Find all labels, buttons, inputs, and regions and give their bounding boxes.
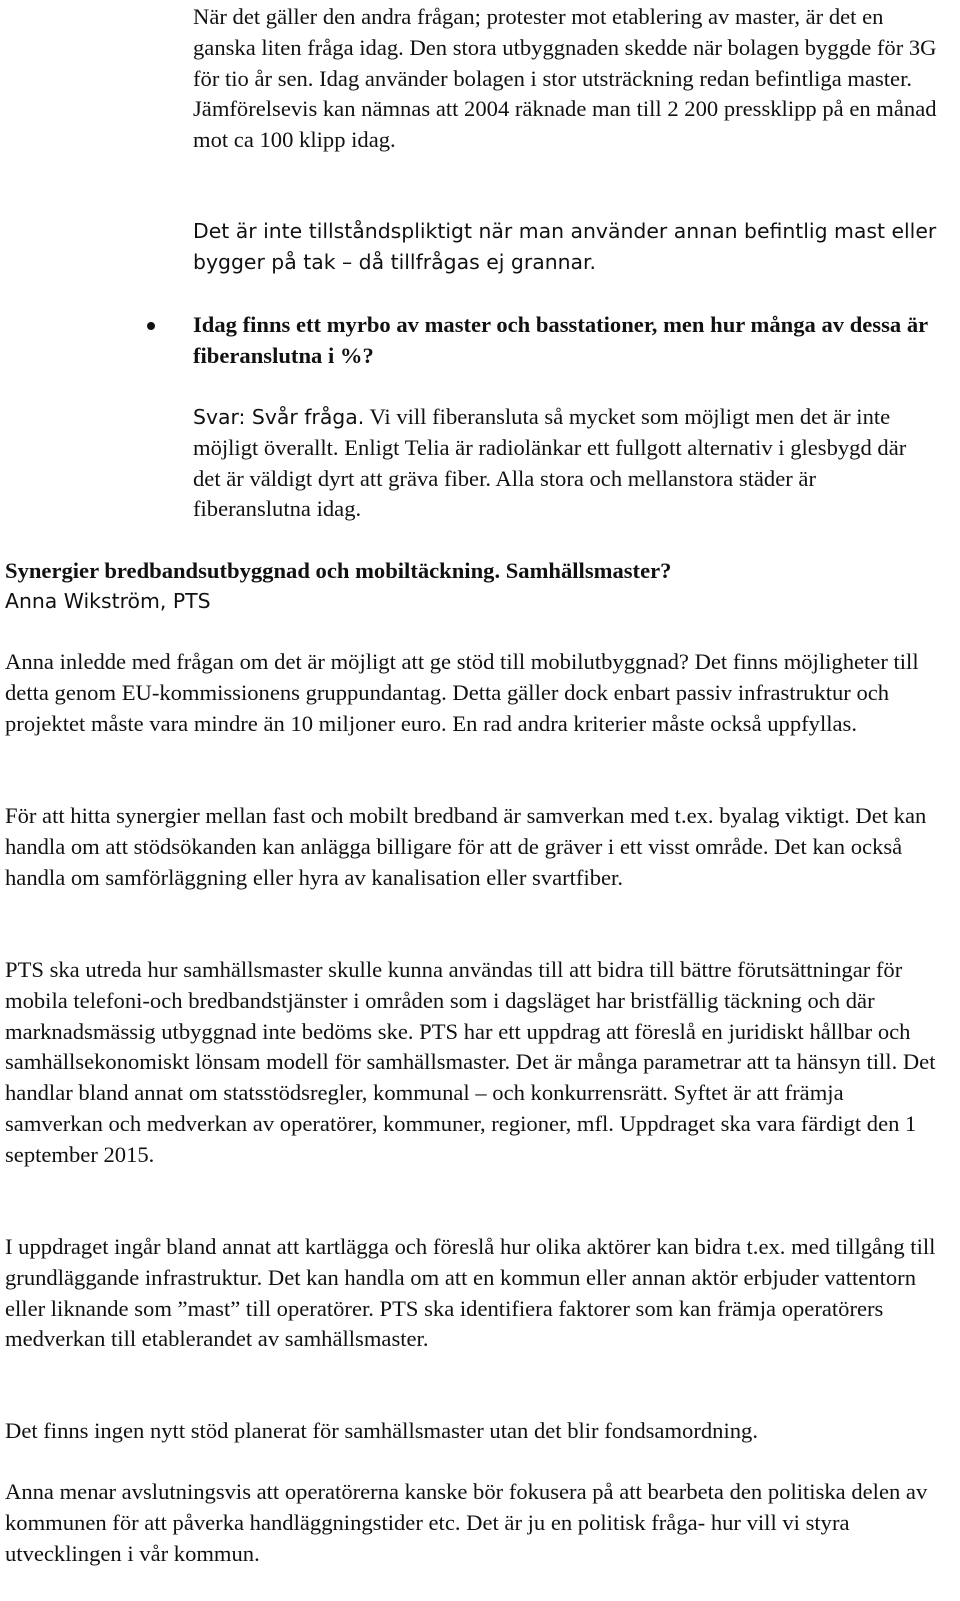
intro-paragraph-1: När det gäller den andra frågan; protester mot etablering av master, är det en ganska liten fråga idag. Den stora utbyggnaden skedde när bolagen byggde för 3G för tio år sen. Idag använder bolagen i stor utsträckning redan befintliga master. Jämförelsevis kan nämnas att 2004 räknade man till 2 200 pressklipp på en månad mot ca 100 klipp idag.: [193, 4, 937, 153]
bullet-point-icon: [147, 322, 155, 330]
body-paragraph-3: PTS ska utreda hur samhällsmaster skulle kunna användas till att bidra till bättre förutsättningar för mobila telefoni-och bredbandstjänster i områden som i dagsläget har bristfällig täckning och där marknadsmässig utbyggnad inte bedöms ske. PTS har ett uppdrag att föreslå en juridiskt hållbar och samhällsekonomiskt lönsam modell för samhällsmaster. Det är många parametrar att ta hänsyn till. Det handlar bland annat om statsstödsregler, kommunal – och konkurrensrätt. Syftet är att främja samverkan och medverkan av operatörer, kommuner, regioner, mfl. Uppdraget ska vara färdigt den 1 september 2015.: [5, 957, 936, 1167]
intro-paragraph-2: Det är inte tillståndspliktigt när man använder annan befintlig mast eller bygger på tak – då tillfrågas ej grannar.: [193, 219, 937, 274]
body-paragraph-1: Anna inledde med frågan om det är möjligt att ge stöd till mobilutbyggnad? Det finns möjligheter till detta genom EU-kommissionens gruppundantag. Detta gäller dock enbart passiv infrastruktur och projektet måste vara mindre än 10 miljoner euro. En rad andra kriterier måste också uppfyllas.: [5, 649, 919, 736]
bullet-answer: [193, 402, 938, 525]
body-paragraph-2: För att hitta synergier mellan fast och mobilt bredband är samverkan med t.ex. byalag viktigt. Det kan handla om att stödsökanden kan anlägga billigare för att de gräver i ett visst område. Det kan också handla om samförläggning eller hyra av kanalisation eller svartfiber.: [5, 803, 927, 890]
answer-rest: Vi vill fiberansluta så mycket som möjligt men det är inte möjligt överallt. Enligt Telia är radiolänkar ett fullgott alternativ i glesbygd där det är väldigt dyrt att gräva fiber. Alla stora och mellanstora städer är fiberanslutna idag.: [193, 404, 907, 522]
speaker-name: Anna Wikström, PTS: [5, 589, 211, 613]
body-paragraph-5: Det finns ingen nytt stöd planerat för samhällsmaster utan det blir fondsamordning.: [5, 1418, 758, 1443]
section-heading: Synergier bredbandsutbyggnad och mobiltäckning. Samhällsmaster?: [5, 558, 672, 583]
bullet-question: Idag finns ett myrbo av master och basstationer, men hur många av dessa är fiberanslutna i %?: [193, 312, 928, 368]
answer-lead: Svar: Svår fråga.: [193, 405, 365, 429]
body-paragraph-4: I uppdraget ingår bland annat att kartlägga och föreslå hur olika aktörer kan bidra t.ex. med tillgång till grundläggande infrastruktur. Det kan handla om att en kommun eller annan aktör erbjuder vattentorn eller liknande som ”mast” till operatörer. PTS ska identifiera faktorer som kan främja operatörers medverkan till etablerandet av samhällsmaster.: [5, 1234, 936, 1352]
body-paragraph-6: Anna menar avslutningsvis att operatörerna kanske bör fokusera på att bearbeta den politiska delen av kommunen för att påverka handläggningstider etc. Det är ju en politisk fråga- hur vill vi styra utvecklingen i vår kommun.: [5, 1479, 928, 1566]
